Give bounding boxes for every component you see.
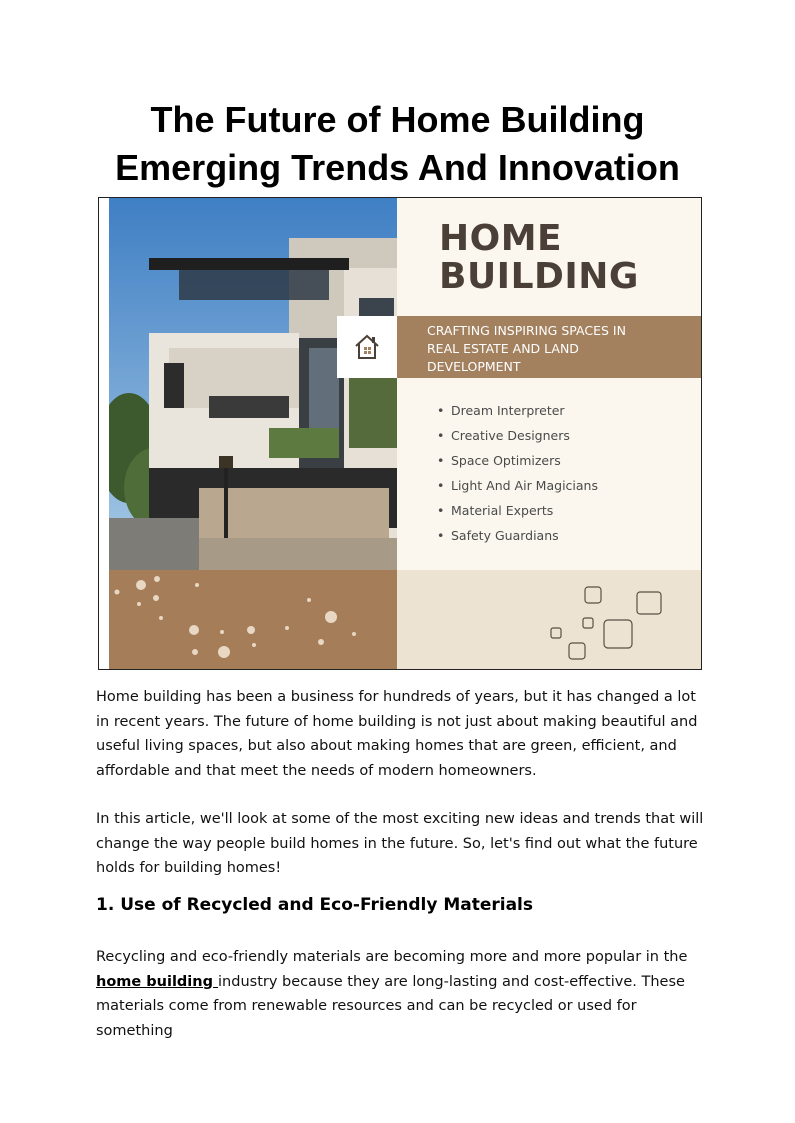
feature-item: • Material Experts bbox=[437, 498, 598, 523]
house-logo-icon bbox=[337, 316, 397, 378]
section-1-text-after-link: industry because they are long-lasting and cost-effective. These materials come from renewable resources and can be recycled or used for something bbox=[96, 973, 685, 1039]
title-line-1: The Future of Home Building bbox=[150, 99, 645, 140]
feature-item: • Creative Designers bbox=[437, 423, 598, 448]
feature-item: • Light And Air Magicians bbox=[437, 473, 598, 498]
title-line-2: Emerging Trends And Innovation bbox=[115, 147, 680, 188]
section-1-heading: 1. Use of Recycled and Eco-Friendly Materials bbox=[96, 895, 533, 915]
banner-tagline bbox=[397, 316, 701, 378]
page-title bbox=[0, 96, 795, 192]
lead-paragraph: In this article, we'll look at some of the most exciting new ideas and trends that will change the way people build homes in the future. So, let's find out what the future holds for building homes! bbox=[96, 811, 704, 876]
section-1-paragraph bbox=[96, 945, 706, 1043]
banner-headline bbox=[439, 220, 639, 296]
home-building-link[interactable]: home building bbox=[96, 973, 219, 990]
feature-item: • Safety Guardians bbox=[437, 523, 598, 548]
intro-paragraph: Home building has been a business for hundreds of years, but it has changed a lot in recent years. The future of home building is not just about making beautiful and useful living spaces, but also about making homes that are green, efficient, and affordable and that meet the needs of modern homeowners. bbox=[96, 689, 698, 779]
dot-pattern-panel bbox=[109, 570, 397, 670]
house-photo bbox=[109, 198, 397, 570]
tagline-line-3: DEVELOPMENT bbox=[427, 359, 521, 374]
home-building-banner bbox=[98, 197, 702, 670]
square-pattern-panel bbox=[397, 570, 701, 670]
tagline-line-1: CRAFTING INSPIRING SPACES IN bbox=[427, 323, 626, 338]
headline-line-2: BUILDING bbox=[439, 256, 639, 297]
feature-item: • Dream Interpreter bbox=[437, 398, 598, 423]
banner-text-panel bbox=[397, 198, 701, 570]
section-1-text-before-link: Recycling and eco-friendly materials are becoming more and more popular in the bbox=[96, 949, 688, 965]
headline-line-1: HOME bbox=[439, 218, 563, 259]
tagline-line-2: REAL ESTATE AND LAND bbox=[427, 341, 579, 356]
feature-list bbox=[437, 398, 598, 548]
feature-item: • Space Optimizers bbox=[437, 448, 598, 473]
